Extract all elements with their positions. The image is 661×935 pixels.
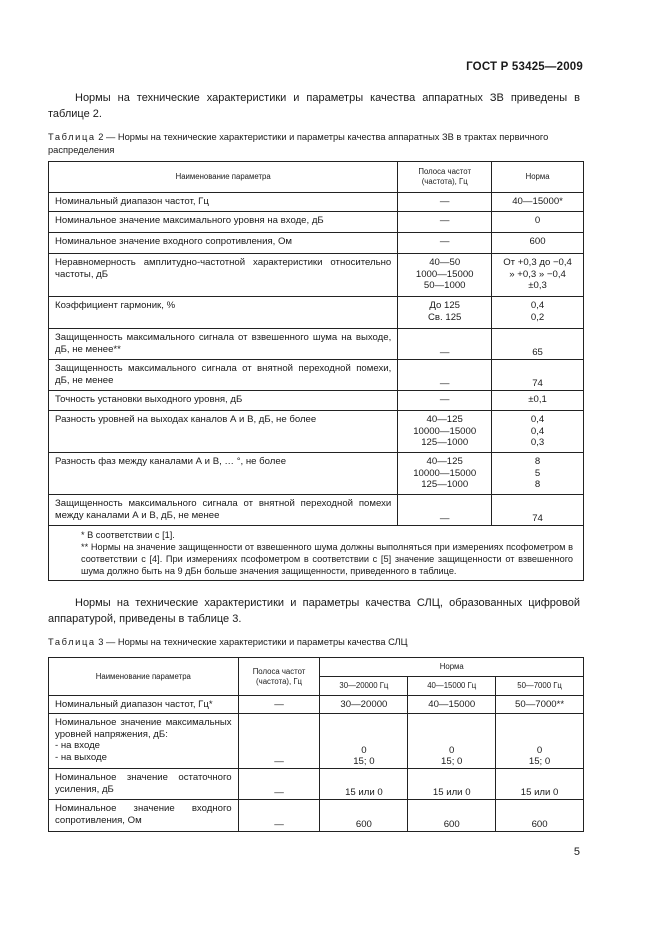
table3-row2-band: —	[238, 769, 320, 800]
table2-row10-band: —	[398, 495, 492, 526]
table2-caption	[48, 131, 583, 157]
table3-header-row	[49, 658, 584, 677]
slc-paragraph	[48, 595, 580, 627]
table3-row0-param: Номинальный диапазон частот, Гц*	[49, 696, 239, 714]
table-3	[48, 657, 584, 832]
table-row	[49, 696, 584, 714]
table3-row0-band: —	[238, 696, 320, 714]
table3-header-sub1: 30—20000 Гц	[320, 677, 408, 696]
table2-caption-prefix: Таблица	[48, 132, 96, 142]
table3-row2-v3: 15 или 0	[496, 769, 584, 800]
table2-row10-norm: 74	[492, 495, 584, 526]
table-row	[49, 254, 584, 297]
table-2	[48, 161, 584, 581]
table2-row0-norm: 40—15000*	[492, 193, 584, 212]
table-row	[49, 800, 584, 832]
table2-row4-norm: 0,4 0,2	[492, 297, 584, 329]
table3-row1-v3: 0 15; 0	[496, 714, 584, 769]
table2-row8-norm: 0,4 0,4 0,3	[492, 411, 584, 453]
table2-row5-band: —	[398, 329, 492, 360]
table2-row0-param: Номинальный диапазон частот, Гц	[49, 193, 398, 212]
slc-text: Нормы на технические характеристики и параметры качества СЛЦ, образованных цифровой аппаратурой, приведены в таблице 3.	[48, 597, 580, 625]
table3-row1-param: Номинальное значение максимальных уровней напряжения, дБ: - на входе - на выходе	[49, 714, 239, 769]
table3-row2-v2: 15 или 0	[408, 769, 496, 800]
table2-row10-param: Защищенность максимального сигнала от внятной переходной помехи между каналами А и В, дБ, не менее	[49, 495, 398, 526]
table2-row3-band: 40—50 1000—15000 50—1000	[398, 254, 492, 297]
table2-row2-norm: 600	[492, 233, 584, 254]
table2-row8-band: 40—125 10000—15000 125—1000	[398, 411, 492, 453]
table3-header-sub2: 40—15000 Гц	[408, 677, 496, 696]
table3-row1-v2: 0 15; 0	[408, 714, 496, 769]
table3-row3-v3: 600	[496, 800, 584, 832]
table3-caption-prefix: Таблица	[48, 637, 96, 647]
table-row	[49, 329, 584, 360]
table2-row8-param: Разность уровней на выходах каналов А и В, дБ, не более	[49, 411, 398, 453]
document-number: ГОСТ Р 53425—2009	[466, 61, 583, 73]
table3-row3-v2: 600	[408, 800, 496, 832]
table3-header-norm: Норма	[320, 658, 584, 677]
table3-row1-v1: 0 15; 0	[320, 714, 408, 769]
table2-row7-band: —	[398, 391, 492, 411]
table2-row6-norm: 74	[492, 360, 584, 391]
table-row	[49, 360, 584, 391]
table3-caption	[48, 636, 583, 649]
table-row	[49, 212, 584, 233]
table2-row5-param: Защищенность максимального сигнала от взвешенного шума на выходе, дБ, не менее**	[49, 329, 398, 360]
table3-row3-v1: 600	[320, 800, 408, 832]
table2-row9-band: 40—125 10000—15000 125—1000	[398, 453, 492, 495]
table-row	[49, 233, 584, 254]
table2-row3-norm: От +0,3 до −0,4 » +0,3 » −0,4 ±0,3	[492, 254, 584, 297]
page-number: 5	[573, 846, 580, 858]
table2-row1-param: Номинальное значение максимального уровня на входе, дБ	[49, 212, 398, 233]
table2-row4-band: До 125 Св. 125	[398, 297, 492, 329]
table3-header-param: Наименование параметра	[49, 658, 239, 696]
table2-row5-norm: 65	[492, 329, 584, 360]
table3-row3-param: Номинальное значение входного сопротивления, Ом	[49, 800, 239, 832]
table2-header-param: Наименование параметра	[49, 162, 398, 193]
table3-row2-v1: 15 или 0	[320, 769, 408, 800]
table2-row0-band: —	[398, 193, 492, 212]
table3-row0-v2: 40—15000	[408, 696, 496, 714]
table-row	[49, 495, 584, 526]
table3-row3-band: —	[238, 800, 320, 832]
table2-row1-band: —	[398, 212, 492, 233]
table-row	[49, 769, 584, 800]
intro-text: Нормы на технические характеристики и параметры качества аппаратных ЗВ приведены в таблице 2.	[48, 92, 580, 120]
table2-header-band: Полоса частот (частота), Гц	[398, 162, 492, 193]
table2-notes-row	[49, 526, 584, 581]
table-row	[49, 297, 584, 329]
table2-row4-param: Коэффициент гармоник, %	[49, 297, 398, 329]
table2-note-2: ** Нормы на значение защищенности от взвешенного шума должны выполняться при измерениях псофометром в соответствии с [4]. При измерениях псофометром в соответствии с [5] значение защищенности от взвешенного шума должно быть на 9 дБн больше значения защищенности, приведенного в таблице.	[81, 542, 573, 576]
table2-caption-text: 2 — Нормы на технические характеристики и параметры качества аппаратных ЗВ в трактах первичного распределения	[48, 132, 549, 155]
table3-row2-param: Номинальное значение остаточного усиления, дБ	[49, 769, 239, 800]
table2-row2-band: —	[398, 233, 492, 254]
table-row	[49, 453, 584, 495]
table2-header-row	[49, 162, 584, 193]
table3-caption-text: 3 — Нормы на технические характеристики и параметры качества СЛЦ	[98, 637, 408, 647]
table-row	[49, 714, 584, 769]
table2-row6-band: —	[398, 360, 492, 391]
table2-row1-norm: 0	[492, 212, 584, 233]
table3-header-sub3: 50—7000 Гц	[496, 677, 584, 696]
table2-row6-param: Защищенность максимального сигнала от внятной переходной помехи, дБ, не менее	[49, 360, 398, 391]
table2-row7-param: Точность установки выходного уровня, дБ	[49, 391, 398, 411]
table2-header-norm: Норма	[492, 162, 584, 193]
table2-notes	[49, 526, 584, 581]
table3-row1-band: —	[238, 714, 320, 769]
table3-row0-v1: 30—20000	[320, 696, 408, 714]
intro-paragraph	[48, 90, 580, 122]
table2-row3-param: Неравномерность амплитудно-частотной характеристики относительно частоты, дБ	[49, 254, 398, 297]
table-row	[49, 411, 584, 453]
table2-row2-param: Номинальное значение входного сопротивления, Ом	[49, 233, 398, 254]
table-row	[49, 193, 584, 212]
table2-row7-norm: ±0,1	[492, 391, 584, 411]
table3-header-band: Полоса частот (частота), Гц	[238, 658, 320, 696]
table2-row9-param: Разность фаз между каналами А и В, … °, не более	[49, 453, 398, 495]
table2-row9-norm: 8 5 8	[492, 453, 584, 495]
table3-row0-v3: 50—7000**	[496, 696, 584, 714]
table-row	[49, 391, 584, 411]
table2-note-1: * В соответствии с [1].	[81, 530, 175, 540]
